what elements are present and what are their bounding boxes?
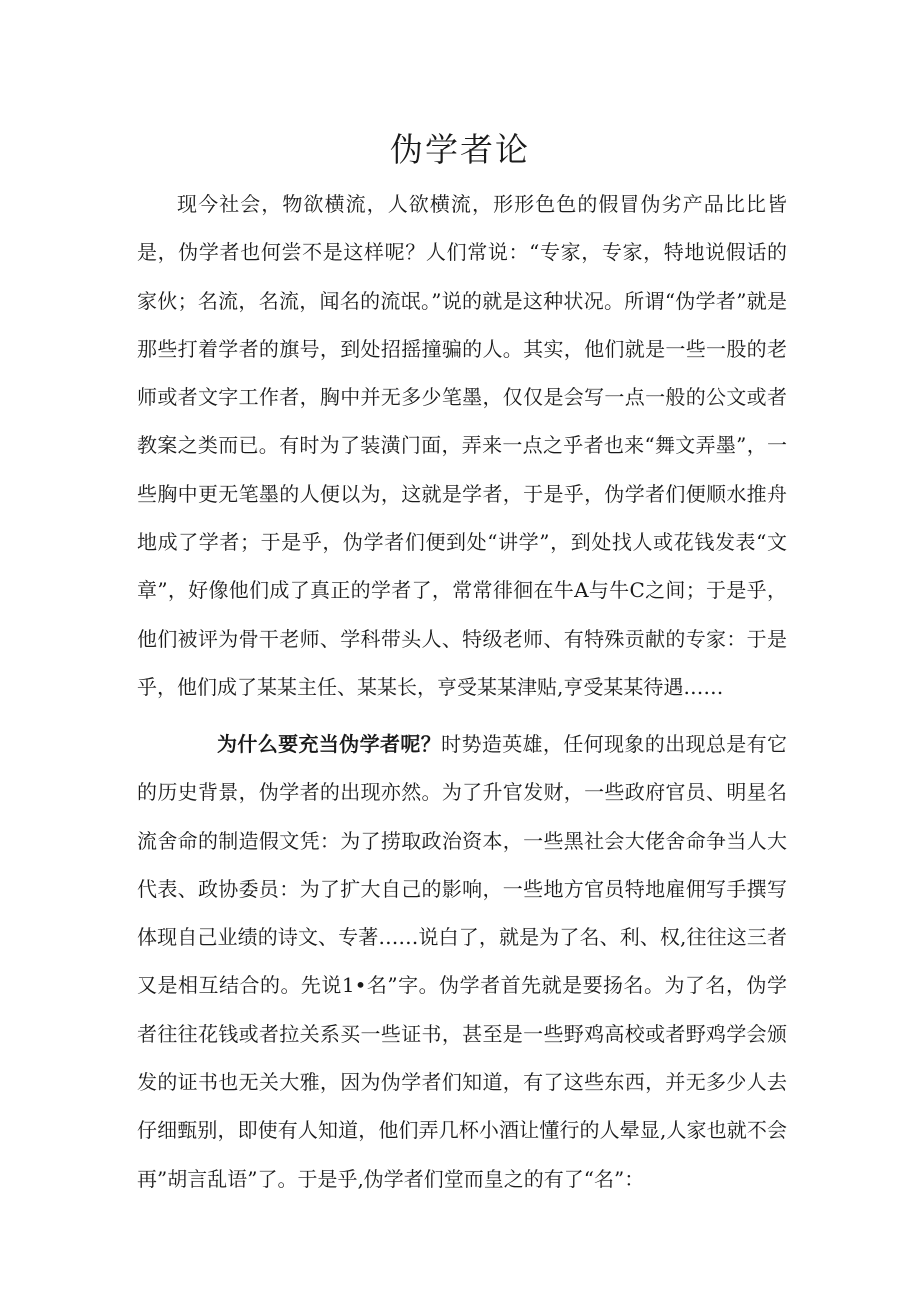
paragraph-2 xyxy=(137,720,787,1203)
paragraph-1: 现今社会，物欲横流，人欲横流，形形色色的假冒伪劣产品比比皆是，伪学者也何尝不是这样呢？人们常说：“专家，专家，特地说假话的家伙；名流，名流，闻名的流氓。”说的就是这种状况。所谓“伪学者”就是那些打着学者的旗号，到处招摇撞骗的人。其实，他们就是一些一股的老师或者文字工作者，胸中并无多少笔墨，仅仅是会写一点一般的公文或者教案之类而已。有时为了装潢门面，弄来一点之乎者也来“舞文弄墨”，一些胸中更无笔墨的人便以为，这就是学者，于是乎，伪学者们便顺水推舟地成了学者；于是乎，伪学者们便到处“讲学”，到处找人或花钱发表“文章”，好像他们成了真正的学者了，常常徘徊在牛A与牛C之间；于是乎，他们被评为骨干老师、学科带头人、特级老师、有特殊贡献的专家：于是乎，他们成了某某主任、某某长，亨受某某津贴,亨受某某待遇…… xyxy=(137,192,787,699)
document-title: 伪学者论 xyxy=(390,130,530,169)
paragraph-2-body: 时势造英雄，任何现象的出现总是有它的历史背景，伪学者的出现亦然。为了升官发财，一些政府官员、明星名流舍命的制造假文凭：为了捞取政治资本，一些黑社会大佬舍命争当人大代表、政协委员：为了扩大自己的影响，一些地方官员特地雇佣写手撰写体现自己业绩的诗文、专著……说白了，就是为了名、利、权,往往这三者又是相互结合的。先说1•名”字。伪学者首先就是要扬名。为了名，伪学者往往花钱或者拉关系买一些证书，甚至是一些野鸡高校或者野鸡学会颁发的证书也无关大雅，因为伪学者们知道，有了这些东西，并无多少人去仔细甄别，即使有人知道，他们弄几杯小酒让懂行的人晕显,人家也就不会再”胡言乱语”了。于是乎,伪学者们堂而皇之的有了“名”： xyxy=(137,732,788,1191)
paragraph-2-lead: 为什么要充当伪学者呢？ xyxy=(217,732,442,756)
